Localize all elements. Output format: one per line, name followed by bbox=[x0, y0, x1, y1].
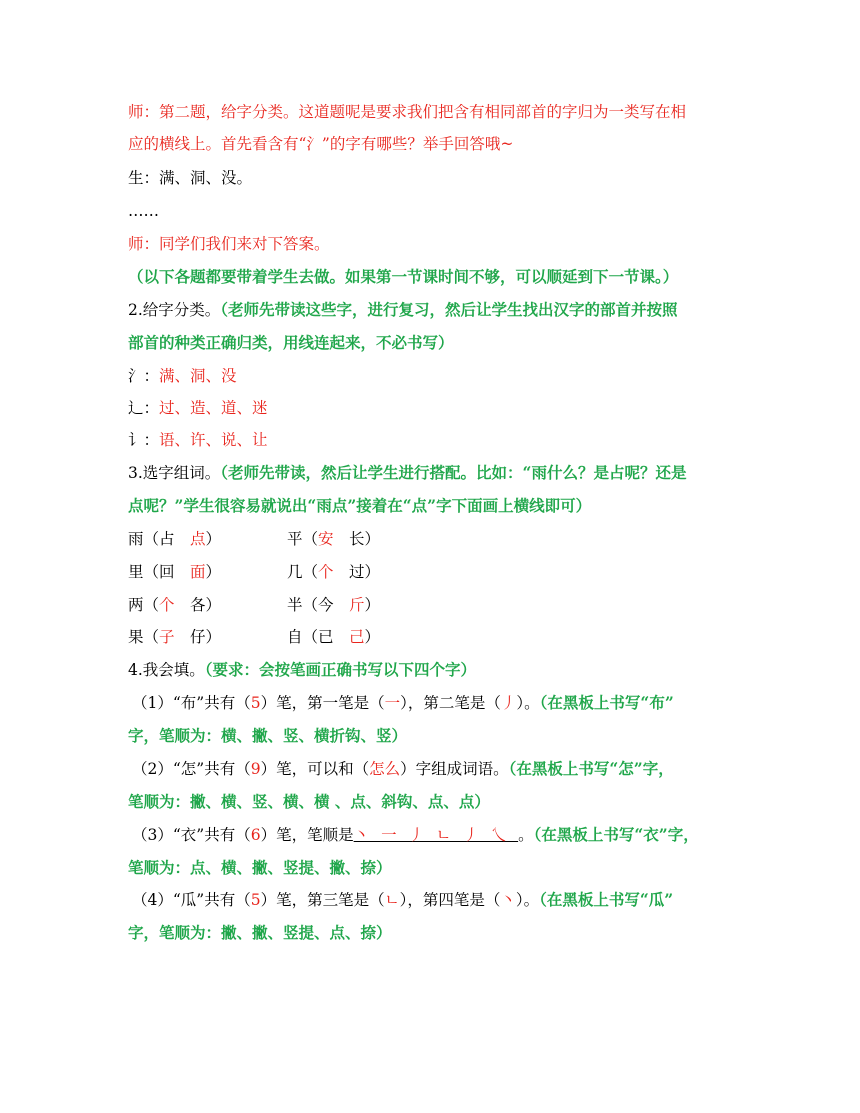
item-text: （1）“布”共有（ bbox=[132, 694, 251, 712]
pair-answer: 个 bbox=[159, 596, 175, 614]
q4-item-4-line1 bbox=[132, 890, 673, 910]
pair-answer: 安 bbox=[318, 530, 334, 548]
pair-answer: 个 bbox=[318, 563, 334, 581]
q3-pair-3b bbox=[287, 595, 380, 615]
item-text: ），第四笔是（ bbox=[399, 891, 501, 909]
q4-item-3-line2: 笔顺为：点、横、撇、竖提、撇、捺） bbox=[128, 858, 392, 877]
pair-answer: 点 bbox=[190, 530, 206, 548]
item-text: （3）“衣”共有（ bbox=[132, 826, 251, 844]
q2-row-2 bbox=[128, 398, 268, 418]
q4-item-4-line2: 字，笔顺为：撇、撇、竖提、点、捺） bbox=[128, 923, 392, 942]
q3-pair-2a bbox=[128, 562, 221, 582]
pair-text: ） bbox=[205, 530, 222, 548]
radical: 讠： bbox=[128, 431, 160, 449]
q3-pair-4b bbox=[287, 627, 380, 647]
q2-line1 bbox=[128, 300, 678, 320]
stroke-count: 9 bbox=[250, 760, 261, 778]
q2-row-1 bbox=[128, 366, 237, 386]
teacher-q2-line1: 师：第二题，给字分类。这道题呢是要求我们把含有相同部首的字归为一类写在相 bbox=[128, 103, 687, 121]
q3-pair-4a bbox=[128, 627, 221, 647]
stroke-order-answer: 丶一丿ㄴ丿乀 bbox=[353, 826, 519, 844]
pair-text: ） bbox=[205, 563, 222, 581]
teaching-note: （以下各题都要带着学生去做。如果第一节课时间不够，可以顺延到下一节课。） bbox=[128, 267, 679, 286]
pair-text: 两（ bbox=[128, 596, 160, 614]
q4-heading bbox=[128, 660, 476, 680]
item-text: ）。 bbox=[516, 694, 540, 712]
stroke-count: 5 bbox=[250, 891, 261, 909]
q4-title: 4.我会填。 bbox=[128, 661, 205, 679]
pair-answer: 己 bbox=[349, 628, 365, 646]
pair-text: 里（回 bbox=[128, 563, 191, 581]
teacher-q2-line2: 应的横线上。首先看含有“氵”的字有哪些？举手回答哦~ bbox=[128, 135, 514, 153]
item-text: （4）“瓜”共有（ bbox=[132, 891, 251, 909]
q3-note1: （老师先带读，然后让学生进行搭配。比如：“雨什么？是占呢？还是 bbox=[220, 463, 687, 482]
pair-text: ） bbox=[364, 628, 381, 646]
chars: 语、许、说、让 bbox=[159, 431, 268, 449]
q4-note: （要求：会按笔画正确书写以下四个字） bbox=[204, 660, 477, 679]
q3-title: 3.选字组词。 bbox=[128, 464, 221, 482]
item-text: ）笔，第一笔是（ bbox=[260, 694, 385, 712]
radical: 辶： bbox=[128, 399, 160, 417]
q4-item-1-line1 bbox=[132, 693, 674, 713]
pair-answer: 面 bbox=[190, 563, 206, 581]
pair-text: 各） bbox=[174, 596, 222, 614]
ellipsis: …… bbox=[128, 202, 159, 220]
q3-pair-1a bbox=[128, 529, 221, 549]
student-answer: 生：满、洞、没。 bbox=[128, 169, 253, 187]
word-answer: 怎么 bbox=[369, 760, 401, 778]
item-text: ），第二笔是（ bbox=[400, 694, 501, 712]
item-text: ）笔，第三笔是（ bbox=[260, 891, 385, 909]
q4-item-2-line1 bbox=[132, 759, 674, 779]
item-text: ）笔，笔顺是 bbox=[260, 826, 354, 844]
stroke-count: 5 bbox=[250, 694, 261, 712]
item-text: （2）“怎”共有（ bbox=[132, 760, 251, 778]
board-note: （在黑板上书写“瓜” bbox=[539, 890, 674, 909]
pair-answer: 子 bbox=[159, 628, 175, 646]
stroke-answer: 一 bbox=[384, 694, 401, 712]
pair-text: 雨（占 bbox=[128, 530, 191, 548]
q3-pair-2b bbox=[287, 562, 380, 582]
q2-note2: 部首的种类正确归类，用线连起来，不必书写） bbox=[128, 333, 454, 352]
pair-text: 过） bbox=[333, 563, 381, 581]
item-text: 。 bbox=[518, 826, 534, 844]
q4-item-2-line2: 笔顺为：撇、横、竖、横、横 、点、斜钩、点、点） bbox=[128, 792, 490, 811]
stroke-count: 6 bbox=[250, 826, 261, 844]
item-text: ）笔，可以和（ bbox=[260, 760, 370, 778]
board-note: （在黑板上书写“衣”字， bbox=[533, 825, 699, 844]
pair-text: 自（已 bbox=[287, 628, 350, 646]
pair-text: 果（ bbox=[128, 628, 160, 646]
q3-note2: 点呢？”学生很容易就说出“雨点”接着在“点”字下面画上横线即可） bbox=[128, 496, 592, 515]
chars: 过、造、道、迷 bbox=[159, 399, 268, 417]
item-text: ）。 bbox=[515, 891, 540, 909]
stroke-answer: ㄴ bbox=[384, 891, 400, 909]
q2-row-3 bbox=[128, 430, 268, 450]
q2-note1: （老师先带读这些字，进行复习，然后让学生找出汉字的部首并按照 bbox=[220, 300, 678, 319]
stroke-answer: 丶 bbox=[500, 891, 516, 909]
item-text: ）字组成词语。 bbox=[400, 760, 509, 778]
q3-line1 bbox=[128, 463, 686, 483]
pair-text: 仔） bbox=[174, 628, 222, 646]
q3-pair-1b bbox=[287, 529, 380, 549]
pair-text: 平（ bbox=[287, 530, 319, 548]
pair-text: 半（今 bbox=[287, 596, 350, 614]
board-note: （在黑板上书写“布” bbox=[539, 693, 674, 712]
q3-pair-3a bbox=[128, 595, 221, 615]
pair-text: 几（ bbox=[287, 563, 319, 581]
pair-answer: 斤 bbox=[349, 596, 365, 614]
stroke-answer: 丿 bbox=[500, 694, 517, 712]
pair-text: ） bbox=[364, 596, 381, 614]
radical: 氵： bbox=[128, 367, 160, 385]
q4-item-3-line1 bbox=[132, 825, 699, 845]
chars: 满、洞、没 bbox=[159, 367, 237, 385]
q2-title: 2.给字分类。 bbox=[128, 301, 221, 319]
board-note: （在黑板上书写“怎”字， bbox=[508, 759, 674, 778]
q4-item-1-line2: 字，笔顺为：横、撇、竖、横折钩、竖） bbox=[128, 726, 408, 745]
pair-text: 长） bbox=[333, 530, 381, 548]
teacher-check: 师：同学们我们来对下答案。 bbox=[128, 235, 330, 253]
